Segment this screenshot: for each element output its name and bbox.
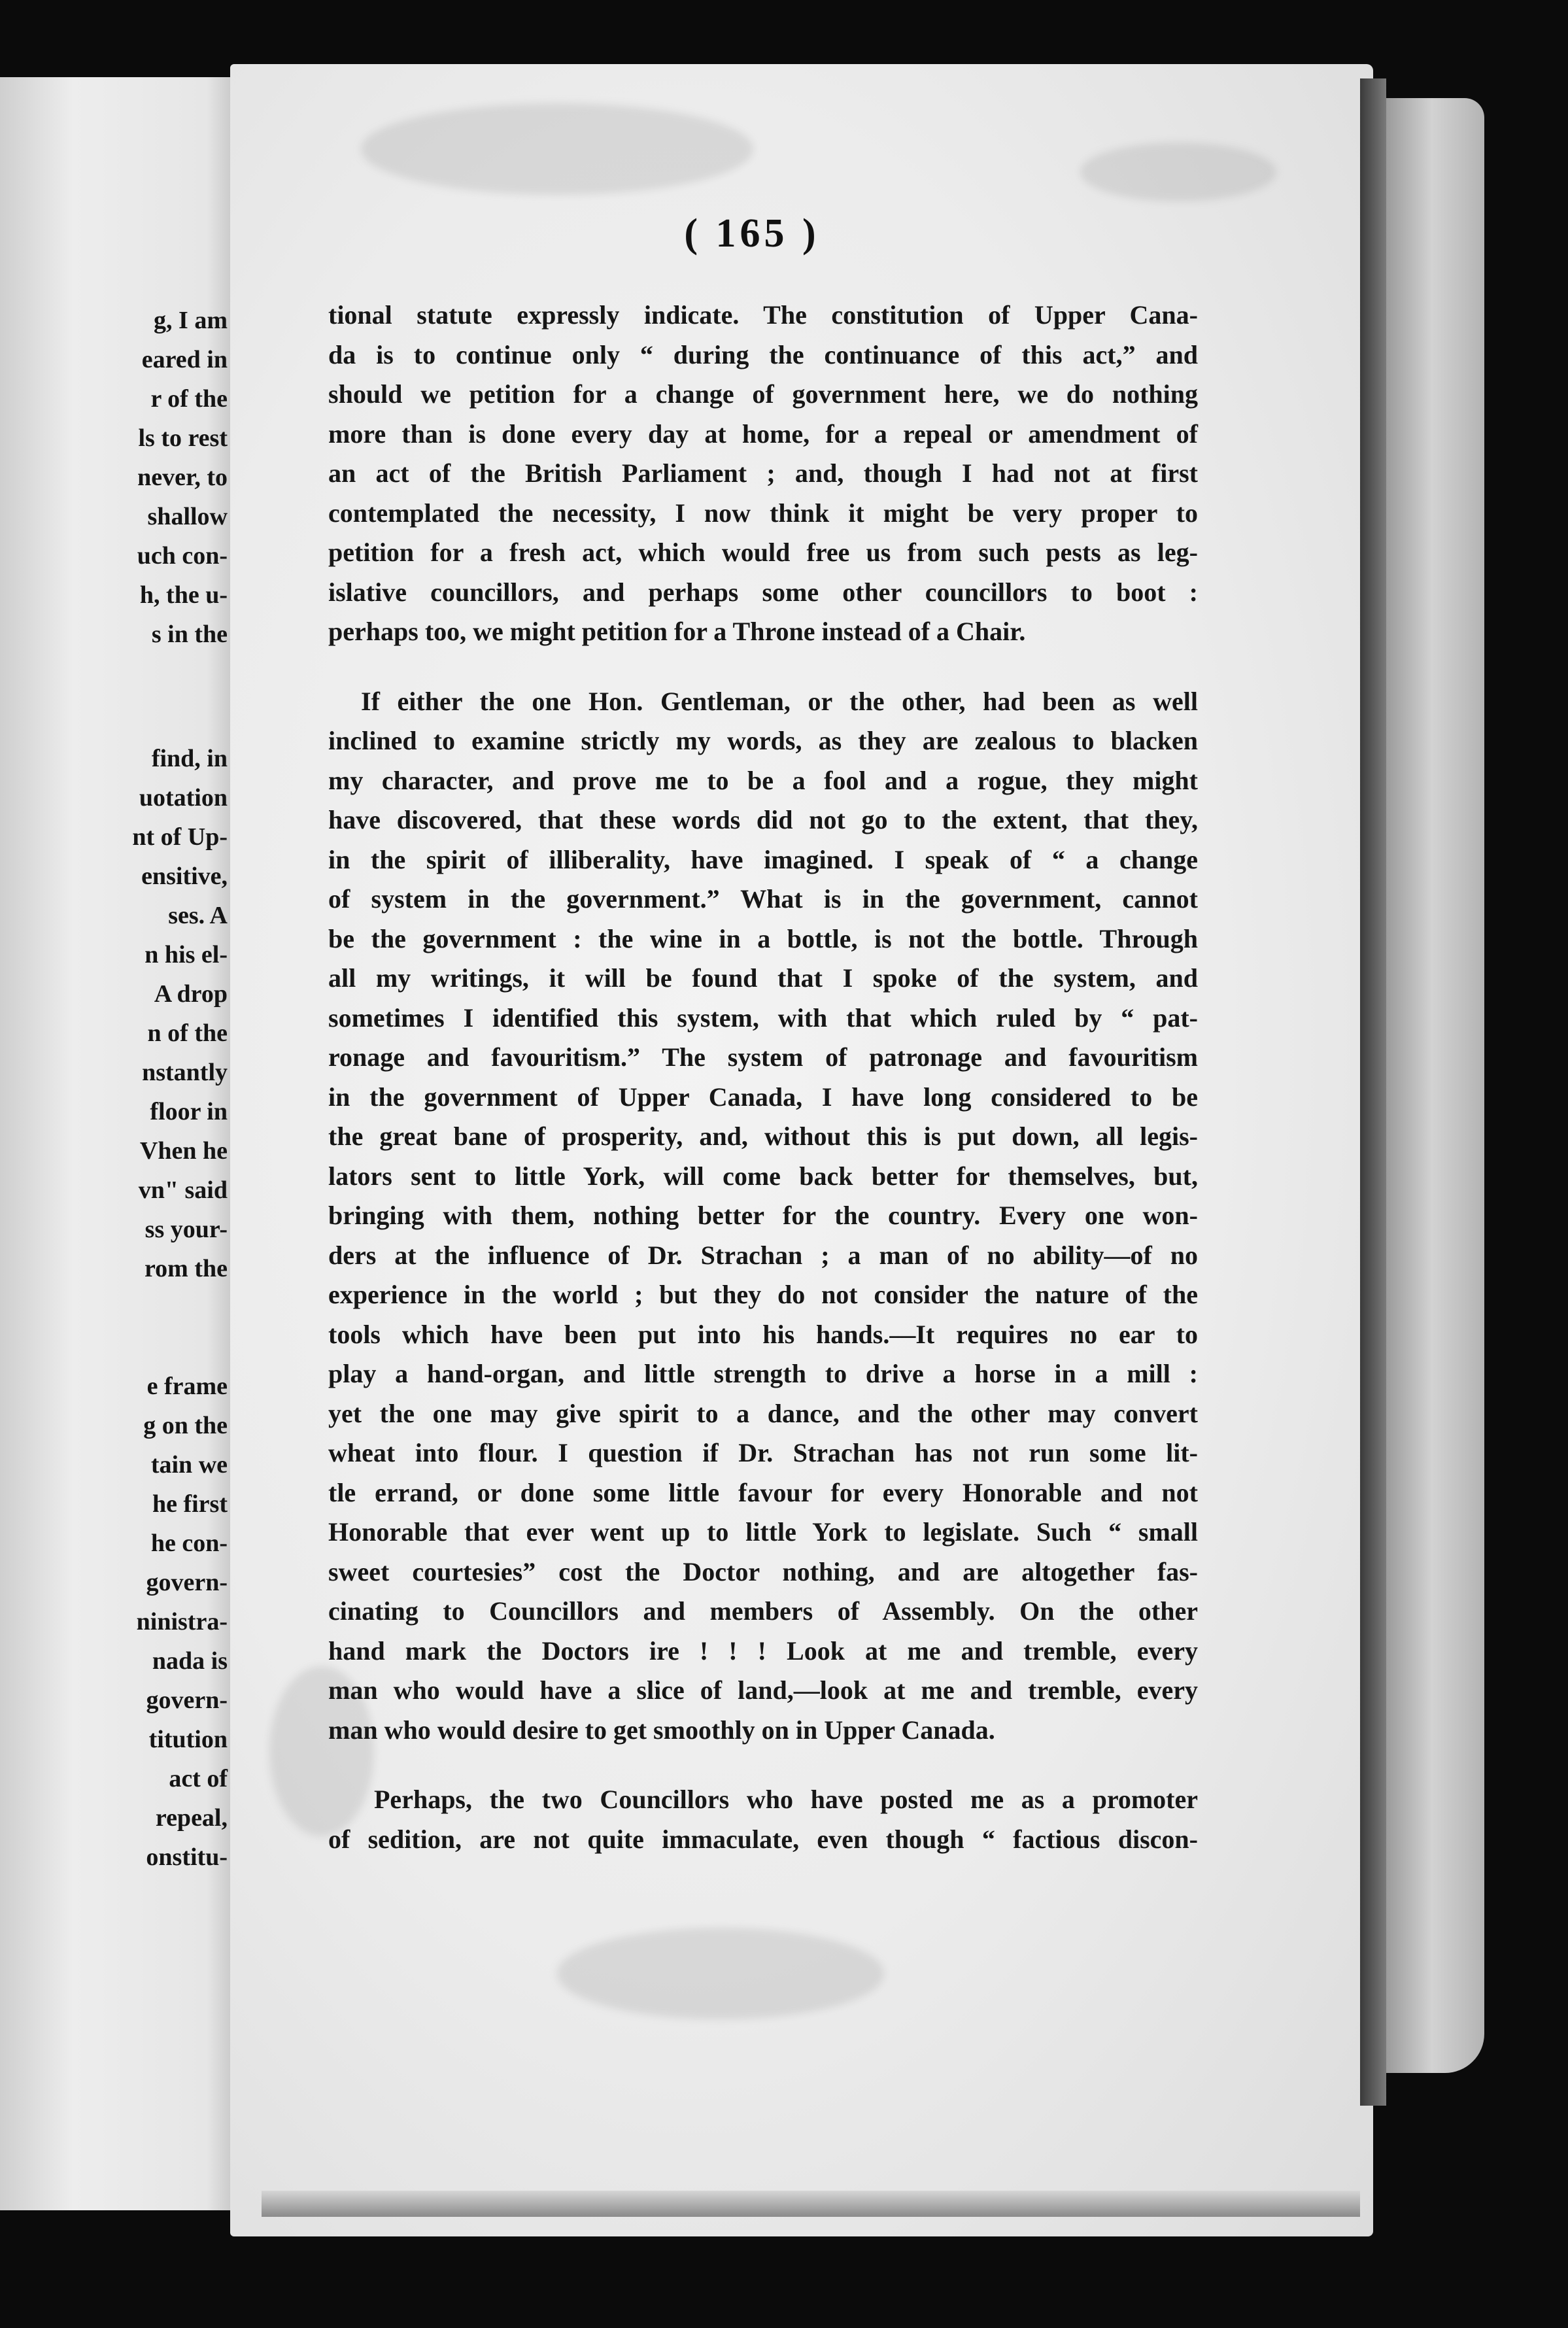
page-edge-shadow [1360,78,1386,2106]
text-line: man who would desire to get smoothly on in Upper Canada. [328,1715,995,1745]
text-line: man who would have a slice of land,—look at me and tremble, every [328,1675,1198,1705]
text-line: h, the u- [139,581,228,609]
left-page-text-middle [5,739,228,1288]
text-line: experience in the world ; but they do not consider the nature of the [328,1280,1198,1309]
text-line: tools which have been put into his hands.—It requires no ear to [328,1319,1198,1349]
text-line: he first [152,1490,228,1518]
text-line: ronage and favouritism.” The system of patronage and favouritism [328,1042,1198,1072]
text-line: wheat into flour. I question if Dr. Strachan has not run some lit- [328,1438,1198,1467]
text-line: floor in [150,1098,228,1125]
text-line: eared in [141,346,228,373]
text-line: govern- [146,1686,228,1714]
text-line: shallow [147,503,228,530]
text-line: the great bane of prosperity, and, without this is put down, all legis- [328,1121,1198,1151]
text-line: in the spirit of illiberality, have imagined. I speak of “ a change [328,844,1198,874]
text-line: act of [169,1765,228,1792]
text-line: never, to [137,464,228,491]
text-line: repeal, [155,1804,228,1832]
text-line: tional statute expressly indicate. The constitution of Upper Cana- [328,300,1198,330]
text-line: e frame [146,1373,228,1400]
text-line: ninistra- [136,1608,228,1635]
text-line: sweet courtesies” cost the Doctor nothing, and are altogether fas- [328,1556,1198,1586]
paragraph-3 [328,1780,1198,1859]
text-line: more than is done every day at home, for a repeal or amendment of [328,419,1198,449]
text-line: Perhaps, the two Councillors who have posted me as a promoter [374,1785,1198,1814]
text-line: bringing with them, nothing better for the country. Every one won- [328,1201,1198,1230]
text-line: govern- [146,1569,228,1596]
text-line: If either the one Hon. Gentleman, or the other, had been as well [361,686,1198,716]
text-line: play a hand-organ, and little strength to drive a horse in a mill : [328,1359,1198,1388]
text-line: he con- [150,1530,228,1557]
text-line: islative councillors, and perhaps some other councillors to boot : [328,577,1198,607]
text-line: g on the [143,1412,228,1439]
text-line: n his el- [145,941,228,968]
text-line: ss your- [145,1216,228,1243]
text-line: lators sent to little York, will come back better for themselves, but, [328,1161,1198,1191]
text-line: nt of Up- [132,823,228,851]
text-line: nada is [152,1647,228,1675]
text-line: contemplated the necessity, I now think it might be very proper to [328,498,1198,528]
page-body-text [328,296,1198,1889]
text-line: tle errand, or done some little favour for every Honorable and not [328,1477,1198,1507]
text-line: rom the [145,1255,228,1282]
text-line: s in the [151,621,228,648]
text-line: inclined to examine strictly my words, as they are zealous to blacken [328,726,1198,755]
text-line: nstantly [142,1059,228,1086]
text-line: vn" said [138,1176,228,1204]
text-line: an act of the British Parliament ; and, though I had not at first [328,458,1198,488]
paragraph-2 [328,682,1198,1751]
text-line: yet the one may give spirit to a dance, and the other may convert [328,1398,1198,1428]
text-line: uch con- [137,542,228,570]
text-line: ls to rest [138,424,228,452]
text-line: ders at the influence of Dr. Strachan ; a man of no ability—of no [328,1240,1198,1270]
text-line: in the government of Upper Canada, I have long considered to be [328,1082,1198,1112]
text-line: r of the [150,385,228,413]
text-line: onstitu- [146,1843,228,1871]
previous-page-fragment [0,77,243,2210]
text-line: Honorable that ever went up to little York to legislate. Such “ small [328,1517,1198,1547]
text-line: perhaps too, we might petition for a Throne instead of a Chair. [328,617,1026,646]
text-line: da is to continue only “ during the continuance of this act,” and [328,339,1198,369]
text-line: titution [148,1726,228,1753]
page-number: ( 165 ) [684,211,820,256]
page-bottom-edge [262,2191,1360,2217]
text-line: all my writings, it will be found that I spoke of the system, and [328,963,1198,993]
paragraph-1 [328,296,1198,652]
text-line: uotation [139,784,228,812]
text-line: ensitive, [141,863,228,890]
text-line: ses. A [168,902,228,929]
text-line: be the government : the wine in a bottle, is not the bottle. Through [328,923,1198,953]
text-line: tain we [150,1451,228,1479]
text-line: hand mark the Doctors ire ! ! ! Look at me and tremble, every [328,1635,1198,1666]
text-line: n of the [147,1019,228,1047]
text-line: of system in the government.” What is in the government, cannot [328,884,1198,914]
text-line: cinating to Councillors and members of Assembly. On the other [328,1596,1198,1626]
text-line: g, I am [154,307,228,334]
text-line: Vhen he [139,1137,228,1165]
text-line: of sedition, are not quite immaculate, even though “ factious discon- [328,1824,1198,1854]
text-line: my character, and prove me to be a fool and a rogue, they might [328,765,1198,795]
text-line: sometimes I identified this system, with that which ruled by “ pat- [328,1002,1198,1033]
left-page-text-bottom [5,1367,228,1877]
text-line: A drop [154,980,228,1008]
text-line: find, in [151,745,228,772]
text-line: have discovered, that these words did not go to the extent, that they, [328,805,1198,834]
left-page-text-top [5,301,228,654]
text-line: petition for a fresh act, which would free us from such pests as leg- [328,538,1198,567]
text-line: should we petition for a change of government here, we do nothing [328,379,1198,409]
